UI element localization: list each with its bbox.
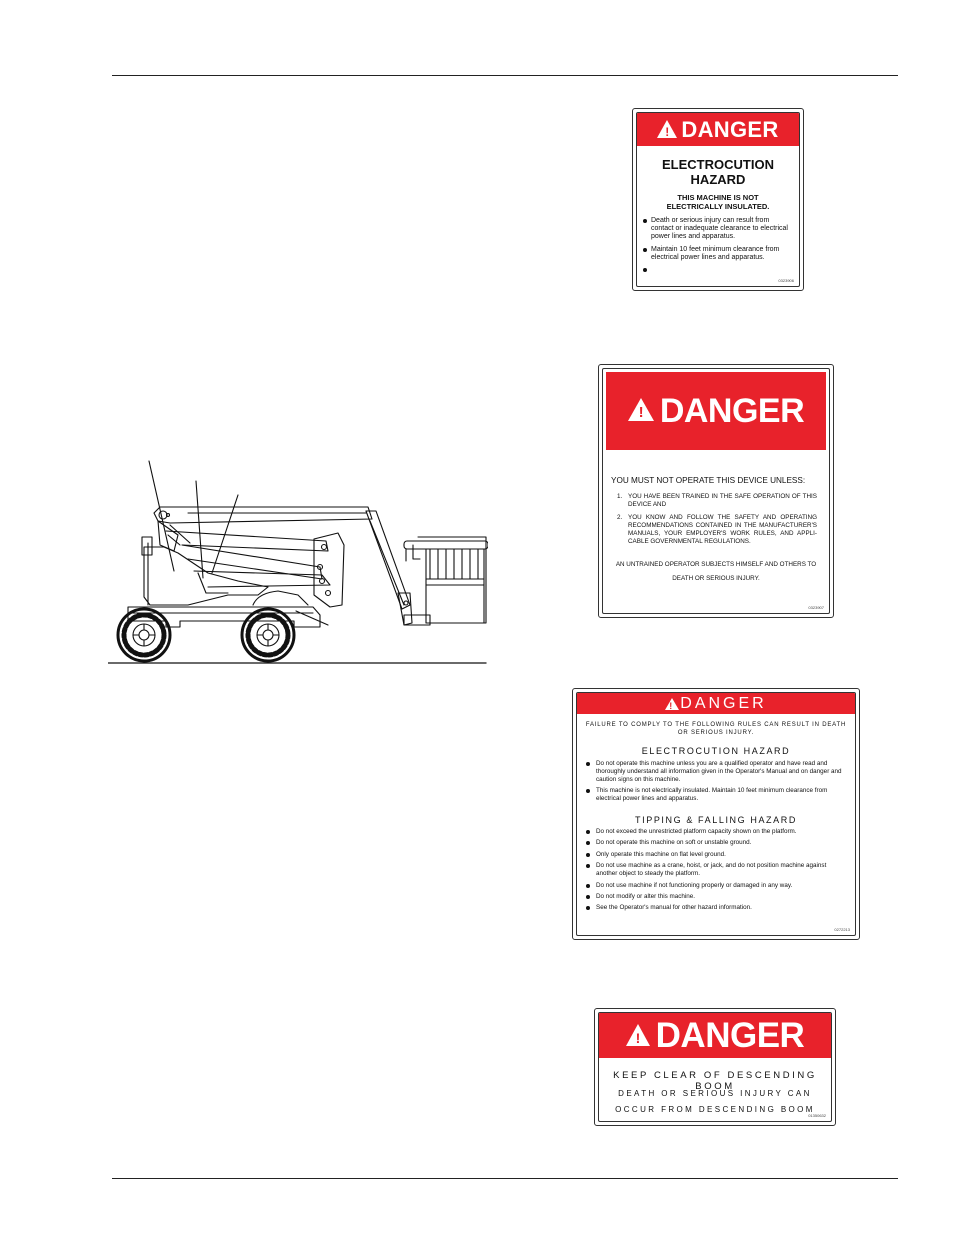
list-item: This machine is not electrically insulated. Maintain 10 feet minimum clearance from electrical power lines and apparatus. [583,787,849,803]
operator-training-danger-sign [598,364,834,618]
item-number: 1. [617,493,623,500]
rear-wheel [242,609,294,661]
sign-frame [598,1012,832,1122]
subtitle-line: ELECTRICALLY INSULATED. [666,202,770,211]
title-line: ELECTROCUTION [662,157,774,172]
numbered-list [617,493,817,551]
top-rule [112,75,898,76]
sign-warning: FAILURE TO COMPLY TO THE FOLLOWING RULES CAN RESULT IN DEATH OR SERIOUS INJURY. [585,722,847,736]
front-wheel [118,609,170,661]
danger-word: DANGER [681,116,779,142]
sign-title [637,157,799,187]
list-item [617,493,817,509]
danger-word: DANGER [659,391,805,430]
part-number: 0272213 [834,927,850,932]
sign-frame [636,112,800,287]
section-title-tipping: TIPPING & FALLING HAZARD [635,815,797,825]
sign-footer [611,561,821,589]
bullet-list-tipping [583,828,849,916]
danger-banner [577,693,855,714]
list-item: See the Operator's manual for other hazard information. [583,904,849,912]
sign-frame [602,368,830,614]
list-item [643,266,793,274]
safety-rules-danger-sign [572,688,860,940]
list-item: Do not operate this machine on soft or unstable ground. [583,839,849,847]
danger-banner [599,1013,831,1058]
list-item [617,514,817,546]
sign-frame [576,692,856,936]
sign-line: OCCUR FROM DESCENDING BOOM [615,1105,815,1114]
part-number: 01350632 [808,1113,826,1118]
list-item: Do not modify or alter this machine. [583,893,849,901]
electrocution-danger-sign [632,108,804,291]
warning-triangle-icon: ! [657,120,677,138]
boom-lift-diagram [108,455,488,667]
item-text: YOU HAVE BEEN TRAINED IN THE SAFE OPERATION OF THIS DEVICE AND [628,493,817,508]
danger-word: DANGER [680,694,767,712]
item-text: YOU KNOW AND FOLLOW THE SAFETY AND OPERATING RECOMMENDATIONS CONTAINED IN THE MANUFACTURER'S MANUALS, YOUR EMPLOYER'S WORK RULES, AND APPLI-CABLE GOVERNMENTAL REGULATIONS. [628,514,817,545]
descending-boom-danger-sign [594,1008,836,1126]
bullet-list [643,217,793,278]
list-item: Do not use machine if not functioning properly or damaged in any way. [583,882,849,890]
list-item: Death or serious injury can result from contact or inadequate clearance to electrical power lines and apparatus. [643,217,793,242]
list-item: Do not use machine as a crane, hoist, or jack, and do not position machine against another object to steady the platform. [583,862,849,878]
section-title-electrocution: ELECTROCUTION HAZARD [641,746,791,756]
part-number: 0323907 [808,605,824,610]
sign-subtitle [637,193,799,211]
list-item: Do not exceed the unrestricted platform capacity shown on the platform. [583,828,849,836]
list-item: Maintain 10 feet minimum clearance from electrical power lines and apparatus. [643,246,793,262]
danger-banner [606,372,826,450]
sign-heading: YOU MUST NOT OPERATE THIS DEVICE UNLESS: [611,476,806,485]
list-item: Do not operate this machine unless you are a qualified operator and have read and thoroughly understand all information given in the Operator's Manual and on danger and caution signs on this machine. [583,760,849,784]
sign-headline: KEEP CLEAR OF DESCENDING BOOM [613,1070,817,1092]
footer-line: AN UNTRAINED OPERATOR SUBJECTS HIMSELF AND OTHERS TO [615,561,817,568]
warning-triangle-icon: ! [626,1024,650,1046]
sign-line: DEATH OR SERIOUS INJURY CAN [618,1089,812,1098]
warning-triangle-icon: ! [628,398,654,421]
footer-line: DEATH OR SERIOUS INJURY. [672,575,760,582]
bottom-rule [112,1178,898,1179]
danger-word: DANGER [655,1015,805,1055]
item-number: 2. [617,514,623,521]
title-line: HAZARD [690,172,746,187]
subtitle-line: THIS MACHINE IS NOT [677,193,759,202]
danger-banner [637,113,799,146]
part-number: 0323906 [778,278,794,283]
bullet-list-electrocution [583,760,849,807]
warning-triangle-icon: ! [665,698,679,710]
list-item: Only operate this machine on flat level ground. [583,851,849,859]
